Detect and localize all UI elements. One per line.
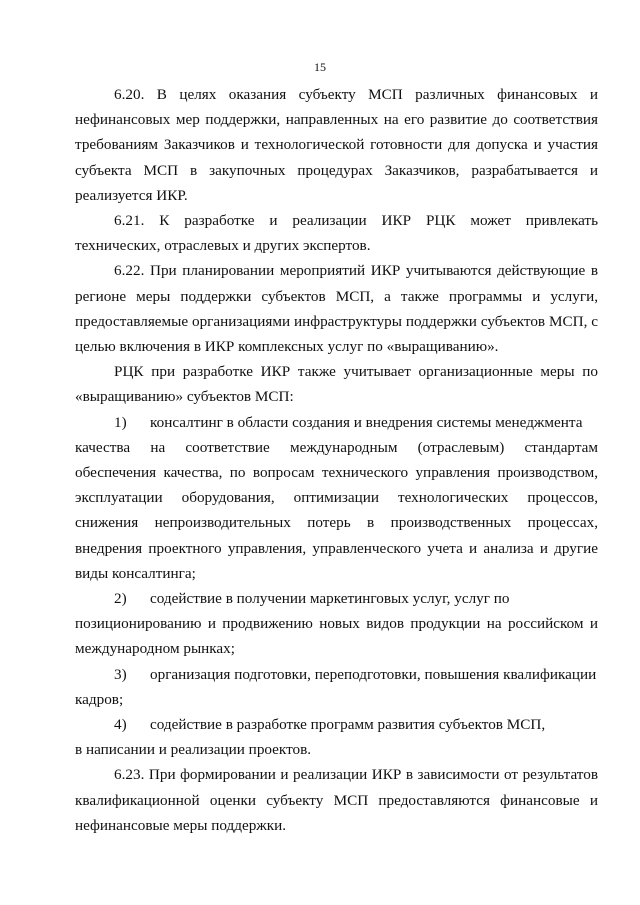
list-item-first-line: содействие в разработке программ развития субъектов МСП, xyxy=(150,716,546,734)
list-item-first-line: консалтинг в области создания и внедрения системы менеджмента xyxy=(150,413,583,431)
list-item-4 xyxy=(75,712,598,762)
list-item-number: 3) xyxy=(114,665,127,683)
document-body xyxy=(75,82,598,838)
list-item-1 xyxy=(75,410,598,586)
list-item-first-line: организация подготовки, переподготовки, повышения квалификации xyxy=(150,665,597,683)
list-item-3 xyxy=(75,662,598,712)
list-item-continuation: кадров; xyxy=(75,690,124,708)
list-item-first-line: содействие в получении маркетинговых услуг, услуг по xyxy=(150,590,510,608)
list-item-2 xyxy=(75,586,598,662)
page-number: 15 xyxy=(314,60,326,74)
list-item-number: 4) xyxy=(114,716,127,734)
list-item-number: 2) xyxy=(114,590,127,608)
paragraph-6-20: 6.20. В целях оказания субъекту МСП различных финансовых и нефинансовых мер поддержки, направленных на его развитие до соответствия требованиям Заказчиков и технологической готовности для допуска и участия субъекта МСП в закупочных процедурах Заказчиков, разрабатывается и реализуется ИКР. xyxy=(75,86,598,204)
list-item-continuation: позиционированию и продвижению новых видов продукции на российском и международном рынках; xyxy=(75,615,598,658)
paragraph-6-22: 6.22. При планировании мероприятий ИКР учитываются действующие в регионе меры поддержки субъектов МСП, а также программы и услуги, предоставляемые организациями инфраструктуры поддержки субъектов МСП, с целью включения в ИКР комплексных услуг по «выращиванию». xyxy=(75,262,598,356)
paragraph-rck-measures: РЦК при разработке ИКР также учитывает организационные меры по «выращиванию» субъектов МСП: xyxy=(75,363,598,406)
paragraph-6-21: 6.21. К разработке и реализации ИКР РЦК может привлекать технических, отраслевых и других экспертов. xyxy=(75,212,598,255)
list-item-continuation: в написании и реализации проектов. xyxy=(75,741,312,759)
list-item-continuation: качества на соответствие международным (отраслевым) стандартам обеспечения качества, по вопросам технического управления производством, эксплуатации оборудования, оптимизации технологических процессов, снижения непроизводительных потерь в производственных процессах, внедрения проектного управления, управленческого учета и анализа и другие виды консалтинга; xyxy=(75,438,598,582)
paragraph-6-23: 6.23. При формировании и реализации ИКР в зависимости от результатов квалификационной оценки субъекту МСП предоставляются финансовые и нефинансовые меры поддержки. xyxy=(75,766,598,834)
list-item-number: 1) xyxy=(114,413,127,431)
